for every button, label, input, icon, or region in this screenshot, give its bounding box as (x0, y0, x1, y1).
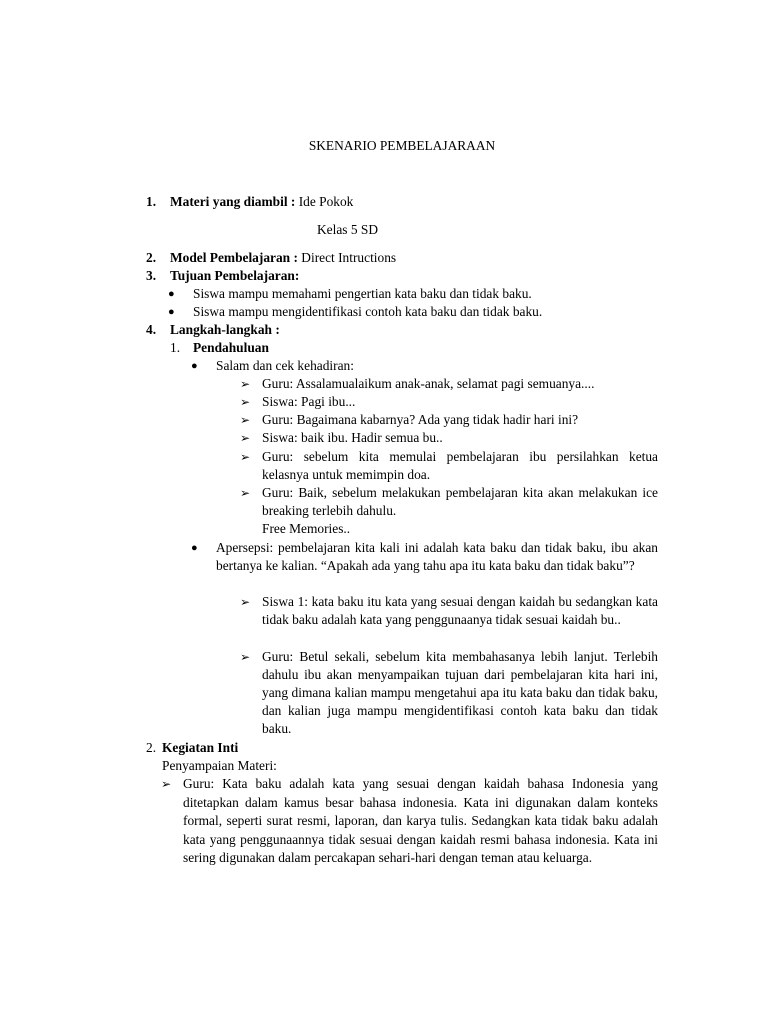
bullet-icon: ● (191, 360, 198, 372)
arrow-icon: ➢ (240, 595, 251, 609)
sub-1-label: Pendahuluan (193, 340, 269, 355)
dialog-paragraph: Guru: sebelum kita memulai pembelajaran ibu persilahkan ketua kelasnya untuk memimpin doa. (262, 449, 658, 482)
item-2-value: Direct Intructions (301, 250, 397, 265)
dialog-line: Siswa: baik ibu. Hadir semua bu.. (262, 430, 443, 445)
page-title: SKENARIO PEMBELAJARAAN (308, 138, 496, 153)
free-memories-text: Free Memories.. (262, 521, 351, 536)
item-3-bullet: Siswa mampu memahami pengertian kata baku dan tidak baku. (193, 286, 532, 301)
item-1-value: Ide Pokok (298, 194, 354, 209)
arrow-icon: ➢ (240, 450, 251, 464)
sub-1-number: 1. (170, 340, 181, 355)
item-2-label: Model Pembelajaran : (170, 250, 298, 265)
item-3-label: Tujuan Pembelajaran: (170, 268, 300, 283)
item-4-number: 4. (146, 322, 157, 337)
materi-paragraph: Guru: Kata baku adalah kata yang sesuai dengan kaidah bahasa Indonesia yang ditetapkan dalam kamus besar bahasa indonesia. Kata ini digunakan dalam konteks formal, seperti surat resmi, laporan, dan karya tulis. Sedangkan kata tidak baku adalah kata yang penggunaannya tidak sesuai dengan kaidah resmi bahasa indonesia. Kata ini sering digunakan dalam percakapan sehari-hari dengan teman atau keluarga. (183, 776, 658, 866)
dialog-paragraph: Guru: Betul sekali, sebelum kita membahasanya lebih lanjut. Terlebih dahulu ibu akan menyampaikan tujuan dari pembelajaran kita hari ini, yang dimana kalian mampu mengetahui apa itu kata baku dan tidak baku, dan kalian juga mampu mengidentifikasi contoh kata baku dan tidak baku. (262, 649, 658, 736)
apersepsi-paragraph: Apersepsi: pembelajaran kita kali ini adalah kata baku dan tidak baku, ibu akan bertanya ke kalian. “Apakah ada yang tahu apa itu kata baku dan tidak baku”? (216, 540, 658, 573)
item-4-label: Langkah-langkah : (170, 322, 280, 337)
dialog-line: Siswa: Pagi ibu... (262, 394, 356, 409)
arrow-icon: ➢ (240, 377, 251, 391)
salam-bullet: Salam dan cek kehadiran: (216, 358, 354, 373)
bullet-icon: ● (191, 542, 198, 554)
arrow-icon: ➢ (240, 650, 251, 664)
item-2 (170, 249, 396, 267)
dialog-line: Guru: Bagaimana kabarnya? Ada yang tidak hadir hari ini? (262, 412, 579, 427)
dialog-paragraph: Guru: Baik, sebelum melakukan pembelajaran kita akan melakukan ice breaking terlebih dahulu. (262, 485, 658, 518)
item-3-bullet: Siswa mampu mengidentifikasi contoh kata baku dan tidak baku. (193, 304, 543, 319)
arrow-icon: ➢ (240, 413, 251, 427)
section-2-sub: Penyampaian Materi: (162, 758, 277, 773)
item-1 (170, 193, 353, 211)
bullet-icon: ● (168, 306, 175, 318)
arrow-icon: ➢ (240, 395, 251, 409)
item-3-number: 3. (146, 268, 157, 283)
section-2-label: Kegiatan Inti (162, 740, 239, 755)
bullet-icon: ● (168, 288, 175, 300)
dialog-paragraph: Siswa 1: kata baku itu kata yang sesuai dengan kaidah bu sedangkan kata tidak baku adalah kata yang penggunaanya tidak sesuai kaidah bu.. (262, 594, 658, 627)
arrow-icon: ➢ (161, 777, 172, 791)
item-1-number: 1. (146, 194, 157, 209)
arrow-icon: ➢ (240, 431, 251, 445)
item-1-label: Materi yang diambil : (170, 194, 296, 209)
dialog-line: Guru: Assalamualaikum anak-anak, selamat pagi semuanya.... (262, 376, 595, 391)
section-2-number: 2. (146, 740, 157, 755)
item-1-sub: Kelas 5 SD (317, 222, 378, 237)
arrow-icon: ➢ (240, 486, 251, 500)
item-2-number: 2. (146, 250, 157, 265)
